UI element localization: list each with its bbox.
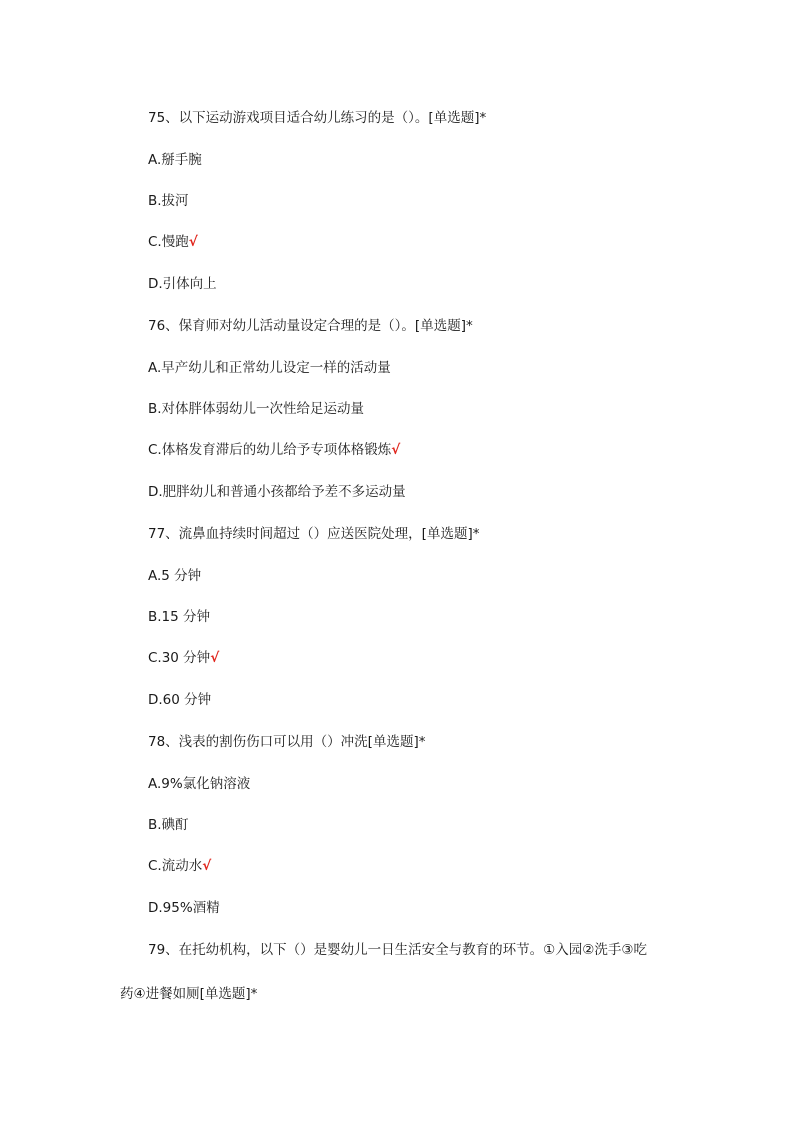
check-mark-icon: √ (188, 234, 198, 250)
question-75-option-b: B.拔河 (148, 193, 189, 209)
question-79-text: 79、在托幼机构，以下（）是婴幼儿一日生活安全与教育的环节。①入园②洗手③吃 (148, 942, 647, 958)
option-label: C.30 分钟 (148, 650, 211, 666)
question-78-option-b: B.碘酊 (148, 817, 189, 833)
question-77-text: 77、流鼻血持续时间超过（）应送医院处理，[单选题]* (148, 526, 480, 542)
question-77-option-a: A.5 分钟 (148, 568, 202, 584)
question-78-option-a: A.9%氯化钠溶液 (148, 776, 251, 792)
question-77-option-d: D.60 分钟 (148, 692, 212, 708)
question-77-option-c (148, 648, 219, 668)
question-76-option-c (148, 440, 400, 460)
question-76-option-d: D.肥胖幼儿和普通小孩都给予差不多运动量 (148, 484, 406, 500)
question-75-option-c (148, 232, 198, 252)
question-77-option-b: B.15 分钟 (148, 609, 211, 625)
question-79-text-continued: 药④进餐如厕[单选题]* (120, 986, 258, 1002)
question-76-option-b: B.对体胖体弱幼儿一次性给足运动量 (148, 401, 365, 417)
check-mark-icon: √ (210, 650, 220, 666)
question-78-option-c (148, 856, 211, 876)
option-label: C.体格发育滞后的幼儿给予专项体格锻炼 (148, 442, 392, 458)
question-75-option-a: A.掰手腕 (148, 152, 202, 168)
question-76-option-a: A.早产幼儿和正常幼儿设定一样的活动量 (148, 360, 391, 376)
option-label: C.流动水 (148, 858, 203, 874)
option-label: C.慢跑 (148, 234, 189, 250)
question-76-text: 76、保育师对幼儿活动量设定合理的是（）。[单选题]* (148, 318, 473, 334)
check-mark-icon: √ (391, 442, 401, 458)
question-75-option-d: D.引体向上 (148, 276, 217, 292)
question-78-text: 78、浅表的割伤伤口可以用（）冲洗[单选题]* (148, 734, 426, 750)
question-78-option-d: D.95%酒精 (148, 900, 220, 916)
check-mark-icon: √ (202, 858, 212, 874)
question-75-text: 75、以下运动游戏项目适合幼儿练习的是（）。[单选题]* (148, 110, 487, 126)
